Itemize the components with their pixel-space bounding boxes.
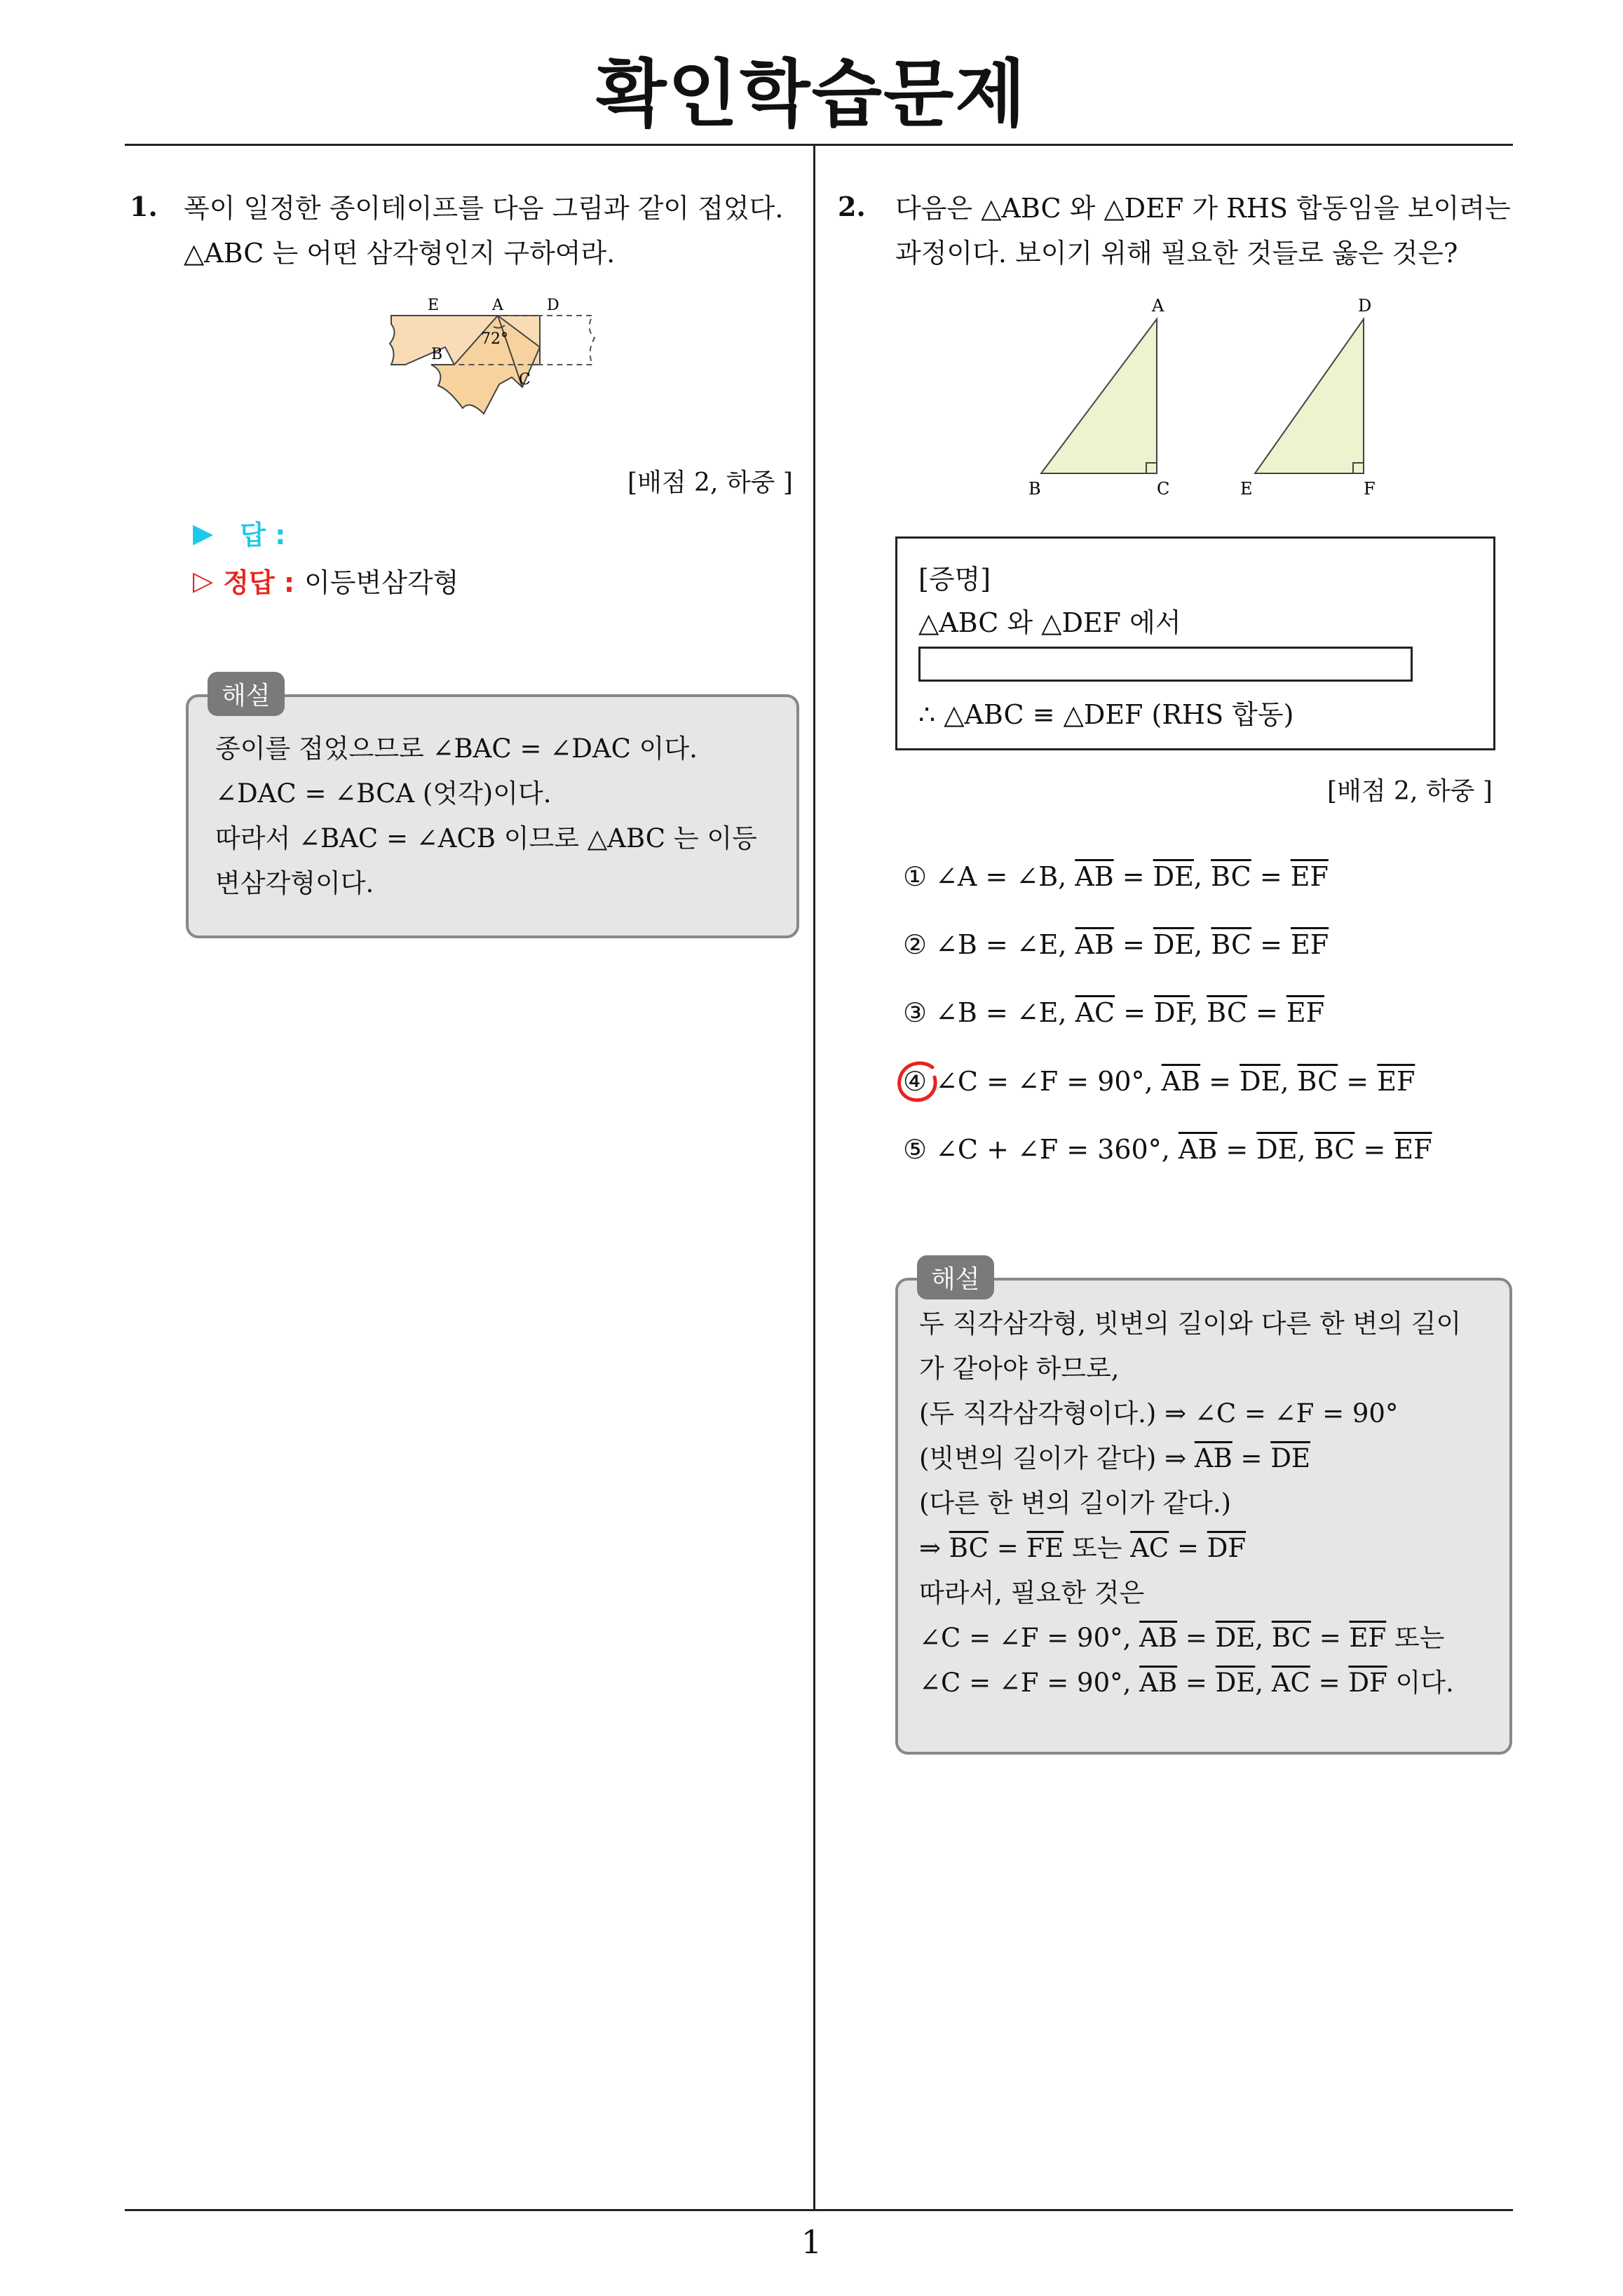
segment: $\overline{AC}$: [1130, 1533, 1169, 1563]
explanation-text: ∠C = ∠F = 90°,: [919, 1668, 1140, 1698]
column-divider: [813, 146, 815, 2210]
explanation-line: 두 직각삼각형, 빗변의 길이와 다른 한 변의 길이: [919, 1309, 1462, 1339]
choice-number: ④: [903, 1066, 928, 1097]
segment: $\overline{EF}$: [1286, 997, 1325, 1028]
explanation-line: [919, 1436, 1461, 1481]
proof-blank: [918, 647, 1413, 682]
segment: $\overline{BC}$: [1314, 1134, 1355, 1165]
choice-number: ②: [903, 929, 928, 960]
score-label: [배점 2, 하중 ]: [1327, 777, 1493, 806]
explanation-line: ∠DAC = ∠BCA (엇각)이다.: [215, 778, 552, 809]
label-B: B: [431, 346, 443, 363]
correct-answer-row: [193, 561, 459, 600]
segment: $\overline{AB}$: [1178, 1134, 1218, 1165]
choice-text: =: [1338, 1066, 1378, 1097]
choice-text: ∠B = ∠E,: [935, 997, 1075, 1028]
page-title: 확인학습문제: [596, 51, 1027, 137]
explanation-box: [186, 694, 799, 938]
segment: $\overline{BC}$: [1271, 1623, 1311, 1653]
explanation-line: [919, 1526, 1461, 1571]
choice-text: =: [1115, 997, 1155, 1028]
choice-text: =: [1113, 861, 1153, 892]
choice-4[interactable]: [903, 1066, 1415, 1097]
explanation-line: (다른 한 변의 길이가 같다.): [919, 1488, 1232, 1518]
choice-text: =: [1217, 1134, 1257, 1165]
segment: $\overline{EF}$: [1349, 1623, 1387, 1653]
explanation-line: 가 같아야 하므로,: [919, 1353, 1120, 1384]
segment: $\overline{AB}$: [1161, 1066, 1201, 1097]
segment: $\overline{DE}$: [1215, 1668, 1256, 1698]
explanation-line: 따라서 ∠BAC = ∠ACB 이므로 △ABC 는 이등: [215, 823, 757, 853]
explanation-text: (빗변의 길이가 같다) ⇒: [919, 1443, 1195, 1473]
question-text-line-1: 다음은 △ABC 와 △DEF 가 RHS 합동임을 보이려는: [895, 193, 1511, 224]
explanation-line: 종이를 접었으므로 ∠BAC = ∠DAC 이다.: [215, 734, 698, 764]
segment: $\overline{EF}$: [1290, 861, 1329, 892]
segment: $\overline{EF}$: [1377, 1066, 1415, 1097]
segment: $\overline{AB}$: [1139, 1623, 1178, 1653]
label-B: B: [1028, 479, 1041, 498]
choice-text: ,: [1193, 861, 1211, 892]
explanation-text: ,: [1255, 1623, 1272, 1653]
segment: $\overline{FE}$: [1026, 1533, 1064, 1563]
choice-text: ∠C = ∠F = 90°,: [935, 1066, 1162, 1097]
explanation-text: =: [1311, 1623, 1350, 1653]
choice-text: ∠A = ∠B,: [935, 861, 1075, 892]
explanation-tag: 해설: [917, 1255, 994, 1299]
segment: $\overline{AC}$: [1271, 1668, 1310, 1698]
segment: $\overline{DE}$: [1215, 1623, 1256, 1653]
label-A: A: [1152, 296, 1164, 316]
score-label: [배점 2, 하중 ]: [627, 468, 793, 497]
segment: $\overline{BC}$: [1207, 997, 1247, 1028]
choice-text: ,: [1297, 1134, 1315, 1165]
label-C: C: [519, 371, 531, 389]
explanation-box: [895, 1278, 1512, 1755]
explanation-line: [919, 1616, 1461, 1661]
folded-tape-figure: [379, 295, 603, 424]
question-text-line-2: △ABC 는 어떤 삼각형인지 구하여라.: [184, 238, 616, 269]
choice-text: ∠C + ∠F = 360°,: [935, 1134, 1179, 1165]
explanation-text: ,: [1255, 1668, 1272, 1698]
proof-conclusion: ∴ △ABC ≡ △DEF (RHS 합동): [918, 699, 1294, 730]
footer-rule: [125, 2209, 1513, 2211]
explanation-text: =: [1310, 1668, 1349, 1698]
explanation-tag: 해설: [208, 672, 285, 716]
segment: $\overline{DE}$: [1256, 1134, 1298, 1165]
segment: $\overline{BC}$: [1211, 929, 1252, 960]
choice-text: =: [1354, 1134, 1394, 1165]
segment: $\overline{DF}$: [1207, 1533, 1247, 1563]
label-F: F: [1364, 479, 1376, 498]
label-C: C: [1157, 479, 1170, 498]
choice-text: =: [1251, 929, 1291, 960]
choice-text: =: [1251, 861, 1291, 892]
segment: $\overline{DF}$: [1348, 1668, 1387, 1698]
segment: $\overline{EF}$: [1394, 1134, 1432, 1165]
explanation-line: (두 직각삼각형이다.) ⇒ ∠C = ∠F = 90°: [919, 1398, 1399, 1429]
choice-3[interactable]: [903, 997, 1324, 1028]
segment: $\overline{BC}$: [1297, 1066, 1338, 1097]
correct-arrow-icon: ▷: [193, 565, 214, 596]
choice-text: ,: [1280, 1066, 1298, 1097]
header-rule: [125, 144, 1513, 146]
choice-text: ,: [1194, 929, 1211, 960]
choice-number: ⑤: [903, 1134, 928, 1165]
question-number: 1.: [130, 191, 158, 222]
choice-text: =: [1200, 1066, 1240, 1097]
segment: $\overline{AB}$: [1139, 1668, 1178, 1698]
choice-1[interactable]: [903, 861, 1329, 892]
choice-text: =: [1113, 929, 1153, 960]
explanation-text: 또는: [1064, 1533, 1131, 1563]
segment: $\overline{AB}$: [1194, 1443, 1232, 1473]
choice-text: =: [1247, 997, 1286, 1028]
triangle-ABC: [1041, 319, 1157, 473]
explanation-line: 따라서, 필요한 것은: [919, 1578, 1145, 1608]
explanation-text: =: [1169, 1533, 1207, 1563]
choice-number: ③: [903, 997, 928, 1028]
explanation-text: =: [1232, 1443, 1271, 1473]
segment: $\overline{DE}$: [1240, 1066, 1281, 1097]
explanation-line: 변삼각형이다.: [215, 868, 374, 898]
answer-label: 답 :: [240, 520, 286, 551]
correct-value: 이등변삼각형: [304, 567, 459, 598]
segment: $\overline{BC}$: [1211, 861, 1251, 892]
label-E: E: [428, 297, 440, 314]
label-D: D: [547, 297, 559, 314]
explanation-text: ∠C = ∠F = 90°,: [919, 1623, 1140, 1653]
page-number: 1: [801, 2223, 822, 2261]
choice-2[interactable]: [903, 929, 1329, 960]
label-D: D: [1358, 296, 1372, 316]
triangles-figure: [1020, 295, 1392, 498]
answer-row: [193, 513, 285, 552]
segment: $\overline{DF}$: [1154, 997, 1190, 1028]
label-E: E: [1240, 479, 1253, 498]
triangle-DEF: [1255, 319, 1364, 473]
correct-label: 정답 :: [223, 567, 295, 598]
explanation-text: =: [1177, 1668, 1216, 1698]
choice-text: ∠B = ∠E,: [935, 929, 1075, 960]
segment: $\overline{DE}$: [1270, 1443, 1310, 1473]
proof-line: △ABC 와 △DEF 에서: [918, 607, 1181, 638]
proof-heading: [증명]: [918, 564, 991, 595]
label-A: A: [492, 297, 503, 314]
question-number: 2.: [838, 191, 866, 222]
explanation-text: =: [1177, 1623, 1216, 1653]
segment: $\overline{AC}$: [1075, 997, 1115, 1028]
explanation-text: 이다.: [1387, 1668, 1454, 1698]
explanation-text: =: [988, 1533, 1027, 1563]
question-text-line-2: 과정이다. 보이기 위해 필요한 것들로 옳은 것은?: [895, 238, 1458, 269]
segment: $\overline{BC}$: [949, 1533, 989, 1563]
explanation-line: [919, 1661, 1461, 1706]
segment: $\overline{DE}$: [1153, 861, 1194, 892]
explanation-text: 또는: [1386, 1623, 1445, 1653]
answer-arrow-icon: ▶: [193, 517, 214, 548]
segment: $\overline{AB}$: [1075, 929, 1114, 960]
segment: $\overline{DE}$: [1153, 929, 1195, 960]
question-text-line-1: 폭이 일정한 종이테이프를 다음 그림과 같이 접었다.: [184, 193, 784, 224]
explanation-text: ⇒: [919, 1533, 949, 1563]
angle-label: 72°: [481, 330, 508, 348]
choice-number: ①: [903, 861, 928, 892]
segment: $\overline{AB}$: [1075, 861, 1114, 892]
segment: $\overline{EF}$: [1291, 929, 1329, 960]
choice-5[interactable]: [903, 1134, 1432, 1165]
choice-text: ,: [1190, 997, 1207, 1028]
